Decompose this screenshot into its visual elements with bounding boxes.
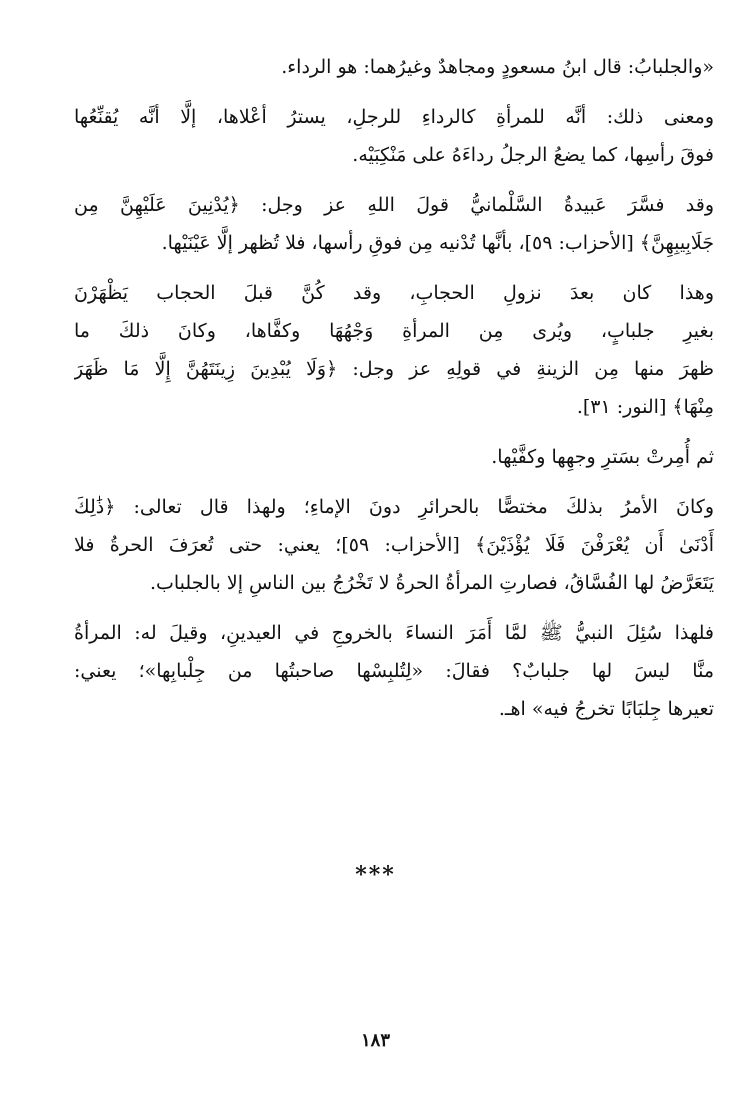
paragraph-free-women [74, 488, 714, 602]
paragraph-before-hijab [74, 274, 714, 426]
text-line: وكانَ الأمرُ بذلكَ مختصًّا بالحرائرِ دونَ الإماءِ؛ ولهذا قال تعالى: ﴿ذَٰلِكَ [74, 496, 714, 518]
text-line: منَّا ليسَ لها جلبابٌ؟ فقالَ: «لِتُلبِسْها صاحبتُها من جِلْبابِها»؛ يعني: [74, 660, 714, 682]
text-line: فلهذا سُئِلَ النبيُّ ﷺ لمَّا أَمَرَ النساءَ بالخروجِ في العيدينِ، وقيلَ له: المرأةُ [74, 622, 714, 644]
page-body [74, 48, 714, 728]
text-line: جَلَابِيبِهِنَّ﴾ [الأحزاب: ٥٩]، بأنَّها تُدْنيه مِن فوقِ رأسها، فلا تُظهر إلَّا عَيْنَيْها. [161, 232, 714, 254]
paragraph-ubaida-tafsir [74, 186, 714, 262]
section-separator: *** [355, 862, 396, 888]
text-line: مِنْهَا﴾ [النور: ٣١]. [576, 396, 714, 418]
text-line: فوقَ رأسِها، كما يضعُ الرجلُ رداءَهُ على مَنْكِبَيْه. [352, 144, 714, 166]
text-line: بغيرِ جلبابٍ، ويُرى مِن المرأةِ وَجْهُهَا وكفَّاها، وكانَ ذلكَ ما [74, 320, 714, 342]
page-number: ١٨٣ [360, 1030, 390, 1051]
paragraph-jilbab-definition [74, 48, 714, 86]
text-line: ومعنى ذلك: أنَّه للمرأةِ كالرداءِ للرجلِ، يسترُ أعْلاها، إلَّا أنَّه يُقنِّعُها [74, 106, 714, 128]
text-line: وقد فسَّرَ عَبيدةُ السَّلْمانيُّ قولَ اللهِ عز وجل: ﴿يُدْنِينَ عَلَيْهِنَّ مِن [74, 194, 714, 216]
text-line: «والجلبابُ: قال ابنُ مسعودٍ ومجاهدٌ وغيرُهما: هو الرداء. [281, 56, 714, 78]
paragraph-hadith-eid [74, 614, 714, 728]
text-line: يَتَعَرَّضُ لها الفُسَّاقُ، فصارتِ المرأةُ الحرةُ لا تَخْرُجُ بين الناسِ إلا بالجلباب. [149, 572, 714, 594]
text-line: تعيرها جِلبَابًا تخرجُ فيه» اهـ. [498, 698, 714, 720]
paragraph-command-cover [74, 438, 714, 476]
paragraph-meaning [74, 98, 714, 174]
text-line: ظهرَ منها مِن الزينةِ في قولِهِ عز وجل: ﴿وَلَا يُبْدِينَ زِينَتَهُنَّ إِلَّا مَا ظَهَرَ [74, 358, 714, 380]
text-line: أَدْنَىٰ أَن يُعْرَفْنَ فَلَا يُؤْذَيْنَ﴾ [الأحزاب: ٥٩]؛ يعني: حتى تُعرَفَ الحرةُ فلا [74, 534, 714, 556]
text-line: وهذا كان بعدَ نزولِ الحجابِ، وقد كُنَّ قبلَ الحجاب يَظْهَرْنَ [74, 282, 714, 304]
text-line: ثم أُمِرتْ بسَترِ وجهِها وكفَّيْها. [491, 446, 714, 468]
